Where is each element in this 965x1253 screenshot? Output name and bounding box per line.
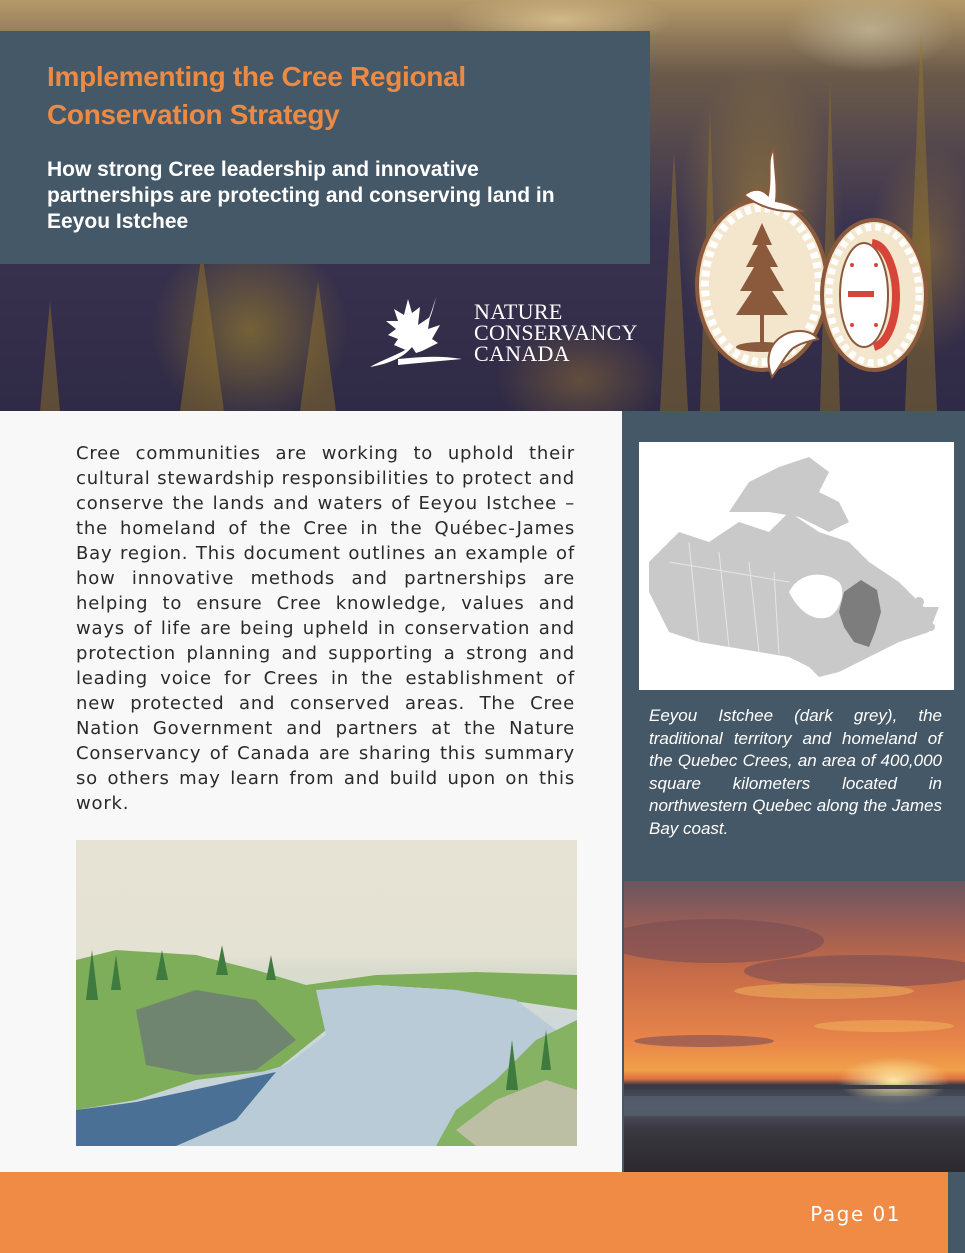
ncc-line-conservancy: CONSERVANCY	[474, 320, 638, 345]
main-content	[0, 411, 622, 1172]
river-photo	[76, 840, 577, 1146]
footer-accent-strip	[948, 1172, 965, 1253]
canada-map	[639, 442, 954, 690]
footer-bar	[0, 1172, 948, 1253]
cree-nation-emblem-icon	[692, 145, 932, 385]
ncc-line-nature: NATURE	[474, 299, 563, 324]
tree-silhouette	[40, 301, 60, 411]
page-number: Page 01	[810, 1202, 901, 1226]
tree-silhouette	[180, 251, 224, 411]
sidebar	[622, 411, 965, 1253]
sunset-photo	[624, 881, 965, 1172]
tree-silhouette	[300, 281, 336, 411]
ncc-wordmark	[474, 301, 638, 364]
hero-banner	[0, 0, 965, 411]
page-title: Implementing the Cree Regional Conservation Strategy	[47, 61, 466, 130]
tree-silhouette	[660, 151, 688, 411]
intro-paragraph: Cree communities are working to uphold their cultural stewardship responsibilities to protect and conserve the lands and waters of Eeyou Istchee – the homeland of the Cree in the Québec-James Bay region. This document outlines an example of how innovative methods and partnerships are helping to ensure Cree knowledge, values and ways of life are being upheld in conservation and protection planning and supporting a strong and leading voice for Crees in the establishment of new protected and conserved areas. The Cree Nation Government and partners at the Nature Conservancy of Canada are sharing this summary so others may learn from and build upon on this work.	[76, 443, 575, 814]
nature-conservancy-canada-logo	[368, 295, 668, 370]
title-panel	[0, 31, 650, 264]
maple-leaf-icon	[368, 295, 463, 370]
sunset-landscape-image	[624, 881, 965, 1172]
map-caption: Eeyou Istchee (dark grey), the traditional territory and homeland of the Quebec Crees, an area of 400,000 square kilometers located in northwestern Quebec along the James Bay coast.	[649, 706, 942, 838]
ncc-line-canada: CANADA	[474, 341, 570, 366]
canada-map-image	[639, 442, 954, 690]
page-subtitle: How strong Cree leadership and innovative partnerships are protecting and conserving land in Eeyou Istchee	[47, 158, 555, 233]
river-landscape-image	[76, 840, 577, 1146]
